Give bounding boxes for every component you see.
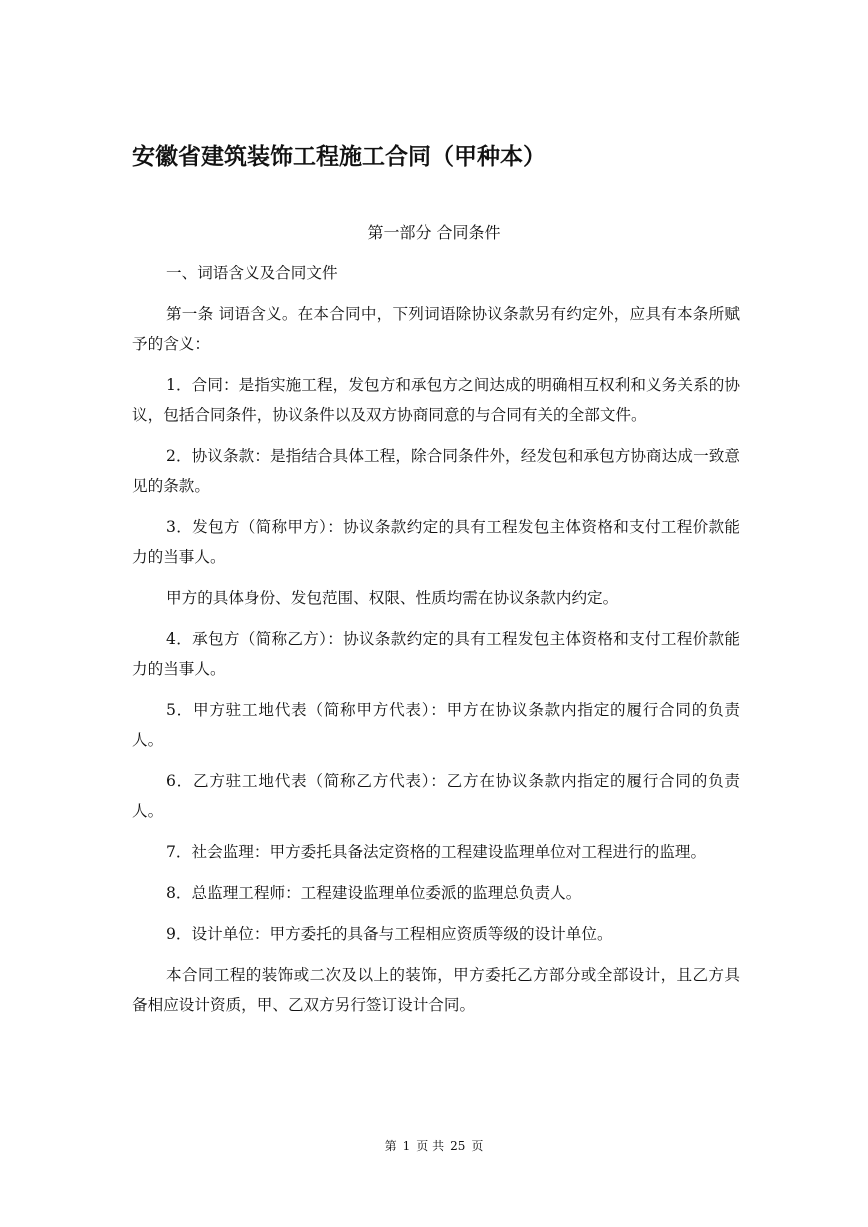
paragraph-item-5: 5．甲方驻工地代表（简称甲方代表）：甲方在协议条款内指定的履行合同的负责人。 xyxy=(132,701,740,749)
page-footer xyxy=(0,1136,868,1156)
paragraph-item-3-note: 甲方的具体身份、发包范围、权限、性质均需在协议条款内约定。 xyxy=(166,589,619,607)
footer-label-page: 第 xyxy=(384,1139,397,1153)
document-title: 安徽省建筑装饰工程施工合同（甲种本） xyxy=(132,144,546,170)
paragraph-item-8: 8．总监理工程师：工程建设监理单位委派的监理总负责人。 xyxy=(166,884,582,902)
paragraph-item-7: 7．社会监理：甲方委托具备法定资格的工程建设监理单位对工程进行的监理。 xyxy=(166,843,707,861)
footer-current-page: 1 xyxy=(402,1139,411,1153)
part-heading: 第一部分 合同条件 xyxy=(367,223,501,242)
paragraph-item-3: 3．发包方（简称甲方）：协议条款约定的具有工程发包主体资格和支付工程价款能力的当事人。 xyxy=(132,518,740,566)
paragraph-item-4: 4．承包方（简称乙方）：协议条款约定的具有工程发包主体资格和支付工程价款能力的当事人。 xyxy=(132,630,740,678)
paragraph-item-2: 2．协议条款：是指结合具体工程，除合同条件外，经发包和承包方协商达成一致意见的条款。 xyxy=(132,447,740,495)
paragraph-section-heading: 一、词语含义及合同文件 xyxy=(166,264,338,282)
footer-total-pages: 25 xyxy=(450,1139,466,1153)
footer-label-pages: 页 xyxy=(471,1139,484,1153)
document-body xyxy=(132,258,740,1031)
paragraph-item-6: 6．乙方驻工地代表（简称乙方代表）：乙方在协议条款内指定的履行合同的负责人。 xyxy=(132,772,740,820)
paragraph-item-1: 1．合同：是指实施工程，发包方和承包方之间达成的明确相互权利和义务关系的协议，包括合同条件，协议条件以及双方协商同意的与合同有关的全部文件。 xyxy=(132,376,740,424)
paragraph-article-1: 第一条 词语含义。在本合同中，下列词语除协议条款另有约定外，应具有本条所赋予的含义： xyxy=(132,305,740,353)
paragraph-item-9-note: 本合同工程的装饰或二次及以上的装饰，甲方委托乙方部分或全部设计，且乙方具备相应设计资质，甲、乙双方另行签订设计合同。 xyxy=(132,966,740,1014)
footer-label-of: 页 共 xyxy=(416,1139,445,1153)
paragraph-item-9: 9．设计单位：甲方委托的具备与工程相应资质等级的设计单位。 xyxy=(166,925,613,943)
